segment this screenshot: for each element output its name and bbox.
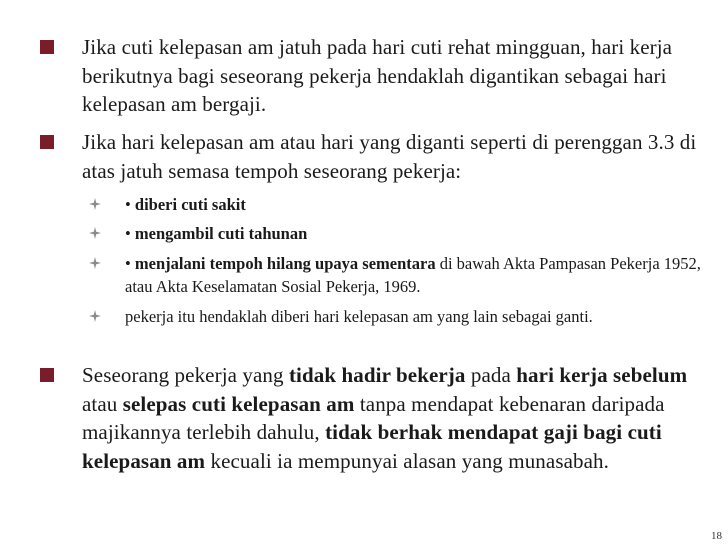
text-run: • [125,195,135,214]
sub-item-text [125,252,715,298]
bold-text-run: tidak berhak mendapat gaji bagi cuti kelepasan am [82,420,662,473]
diamond-bullet-icon [89,227,101,239]
square-bullet-icon [40,40,54,54]
bold-text-run: selepas cuti kelepasan am [122,391,355,416]
diamond-bullet-icon [89,198,101,210]
text-run: atau [82,391,123,416]
text-run: Jika hari kelepasan am atau hari yang diganti seperti di perenggan 3.3 di atas jatuh semasa tempoh seseorang pekerja: [82,130,697,183]
page-number: 18 [711,530,722,542]
bold-text-run: tidak hadir bekerja [288,363,466,387]
bullet-text [82,128,702,185]
text-run: pekerja itu hendaklah diberi hari kelepasan am yang lain sebagai ganti. [125,307,593,326]
text-run: • [125,254,135,273]
bold-text-run: mengambil cuti tahunan [134,224,308,243]
sub-item-text [125,193,715,216]
diamond-bullet-icon [89,257,101,269]
square-bullet-icon [40,135,54,149]
text-run: di bawah Akta Pampasan Pekerja 1952, atau Akta Keselamatan Sosial Pekerja, 1969. [125,254,701,296]
bullet-text [82,33,702,119]
square-bullet-icon [40,368,54,382]
text-run: kecuali ia mempunyai alasan yang munasabah. [205,448,609,473]
text-run: Seseorang pekerja yang [82,363,289,387]
diamond-bullet-icon [89,310,101,322]
bullet-text [82,361,702,475]
sub-item-text [125,305,715,328]
sub-item-text [125,222,715,245]
text-run: Jika cuti kelepasan am jatuh pada hari cuti rehat mingguan, hari kerja berikutnya bagi seseorang pekerja hendaklah digantikan sebagai hari kelepasan am bergaji. [82,35,673,116]
bold-text-run: menjalani tempoh hilang upaya sementara [134,254,436,273]
bold-text-run: diberi cuti sakit [134,195,246,214]
text-run: pada [465,363,517,387]
bold-text-run: hari kerja sebelum [516,363,688,387]
text-run: • [125,224,135,243]
text-run: tanpa mendapat kebenaran daripada majikannya terlebih dahulu, [82,391,665,444]
